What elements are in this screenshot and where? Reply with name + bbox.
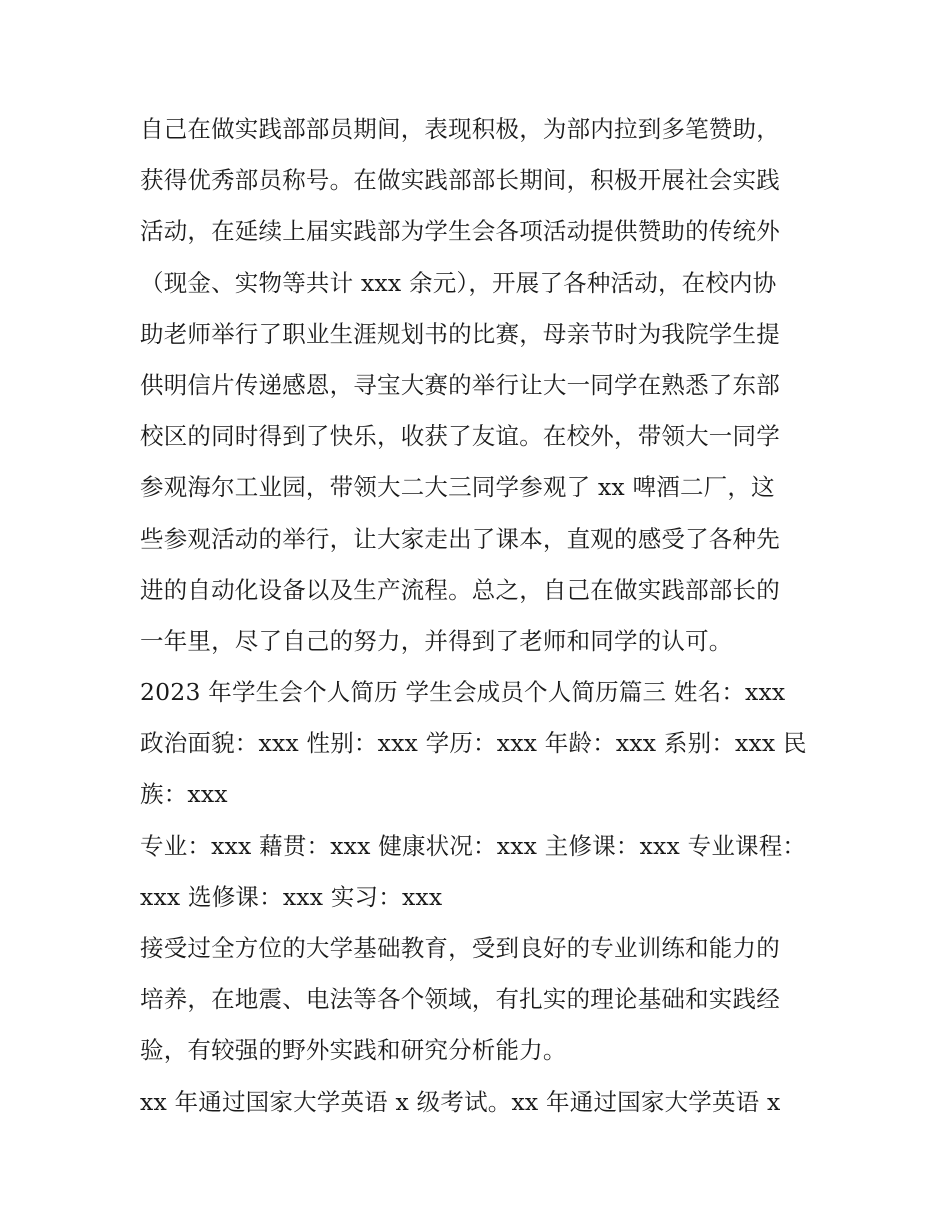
text-line: 供明信片传递感恩，寻宝大赛的举行让大一同学在熟悉了东部 xyxy=(140,370,780,399)
text-line: 接受过全方位的大学基础教育，受到良好的专业训练和能力的 xyxy=(140,934,780,962)
text-line: 参观海尔工业园，带领大二大三同学参观了 xx 啤酒二厂，这 xyxy=(140,473,775,502)
text-line: 专业：xxx 藉贯：xxx 健康状况：xxx 主修课：xxx 专业课程： xyxy=(140,831,807,860)
text-line: 校区的同时得到了快乐，收获了友谊。在校外，带领大一同学 xyxy=(140,422,780,451)
document-body xyxy=(140,108,830,1132)
section-heading-line: 2023 年学生会个人简历 学生会成员个人简历篇三 姓名：xxx xyxy=(140,678,786,707)
text-line: 一年里，尽了自己的努力，并得到了老师和同学的认可。 xyxy=(140,626,733,655)
text-line: 助老师举行了职业生涯规划书的比赛，母亲节时为我院学生提 xyxy=(140,319,780,348)
text-line: 进的自动化设备以及生产流程。总之，自己在做实践部部长的 xyxy=(140,575,780,604)
text-line: 些参观活动的举行，让大家走出了课本，直观的感受了各种先 xyxy=(140,524,780,553)
text-line: 活动，在延续上届实践部为学生会各项活动提供赞助的传统外 xyxy=(140,217,780,246)
text-line: 族：xxx xyxy=(140,780,228,809)
text-line: 获得优秀部员称号。在做实践部部长期间，积极开展社会实践 xyxy=(140,166,780,195)
text-line: xx 年通过国家大学英语 x 级考试。xx 年通过国家大学英语 x xyxy=(140,1087,781,1116)
text-line: 自己在做实践部部员期间，表现积极，为部内拉到多笔赞助， xyxy=(140,115,780,143)
text-line: 培养，在地震、电法等各个领域，有扎实的理论基础和实践经 xyxy=(140,985,780,1014)
text-line: xxx 选修课：xxx 实习：xxx xyxy=(140,882,443,911)
text-line: 政治面貌：xxx 性别：xxx 学历：xxx 年龄：xxx 系别：xxx 民 xyxy=(140,729,807,758)
text-line: 验，有较强的野外实践和研究分析能力。 xyxy=(140,1036,567,1065)
text-line: （现金、实物等共计 xxx 余元），开展了各种活动，在校内协 xyxy=(140,268,777,297)
